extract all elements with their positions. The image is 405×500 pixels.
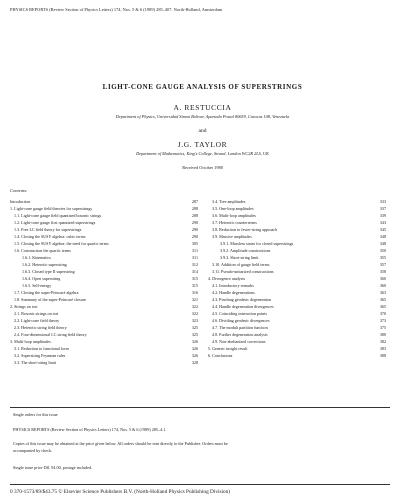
toc-entry-title: 1.6.1. Kinematics <box>22 255 51 261</box>
toc-entry-title: 1.4. Closing the SUSY algebra: cubic terms <box>14 234 86 240</box>
toc-entry <box>10 317 198 324</box>
toc-entry-title: 1.6.4. Open superstring <box>22 276 61 282</box>
toc-entry <box>208 324 386 331</box>
toc-entry-page: 287 <box>191 199 198 204</box>
toc-entry-title: 3.5. One-loop amplitudes <box>212 206 254 212</box>
toc-entry <box>10 289 198 296</box>
toc-entry-title: 4.4. Handle degeneration divergences <box>212 304 274 310</box>
toc-entry-page: 290 <box>191 227 198 233</box>
toc-entry-title: 1.6. Construction the quartic terms <box>14 248 71 254</box>
toc-entry-page: 363 <box>379 290 386 296</box>
toc-entry-title: 3.7. Heterotic counterterms <box>212 220 257 226</box>
toc-entry-title: 1.7. Closing the super-Poincaré algebra <box>14 290 79 296</box>
toc-entry-title: 3.9.2. Amplitude constructions <box>220 248 271 254</box>
toc-entry-title: 2.2. Light-cone field theory <box>14 318 60 324</box>
toc-entry <box>10 324 198 331</box>
toc-entry-page: 357 <box>379 262 386 268</box>
toc-entry <box>10 310 198 317</box>
toc-entry-page: 305 <box>191 241 198 247</box>
toc-entry <box>208 338 386 345</box>
toc-entry <box>10 261 198 268</box>
author-1: A. RESTUCCIA <box>173 103 232 112</box>
toc-entry <box>208 296 386 303</box>
toc-entry-title: 3.6. Multi-loop amplitudes <box>212 213 256 219</box>
toc-entry <box>10 359 198 366</box>
toc-entry-title: 4.5. Coinciding interaction points <box>212 311 267 317</box>
toc-entry-page: 315 <box>191 276 198 282</box>
order-price: Single issue price Dfl. 94.00, postage included. <box>13 465 93 470</box>
toc-entry-page: 358 <box>379 269 386 275</box>
toc-entry-title: 3.1. Reduction to functional form <box>14 346 69 352</box>
author-2: J.G. TAYLOR <box>177 140 228 149</box>
toc-entry <box>208 212 386 219</box>
toc-entry <box>208 289 386 296</box>
toc-entry-title: 1.1. Light-cone gauge field quantized bosonic strings <box>14 213 102 219</box>
toc-entry-title: 6. Conclusions <box>208 353 233 359</box>
toc-entry <box>208 331 386 338</box>
toc-entry <box>10 268 198 275</box>
toc-entry-title: 1.3. Free LC field theory for superstrings <box>14 227 82 233</box>
toc-entry-title: 2.1. Bosonic strings on tori <box>14 311 59 317</box>
toc-entry-title: 3.8. Reduction to fewer-string approach <box>212 227 278 233</box>
toc-entry <box>208 205 386 212</box>
toc-right-column <box>208 198 386 359</box>
toc-entry <box>208 254 386 261</box>
order-citation: PHYSICS REPORTS (Review Section of Physics Letters) 174, Nos. 5 & 6 (1989) 285–4.1. <box>13 427 167 432</box>
toc-entry-page: 288 <box>191 206 198 212</box>
toc-entry <box>10 233 198 240</box>
toc-entry-page: 326 <box>191 346 198 352</box>
toc-entry-page: 312 <box>191 262 198 268</box>
toc-entry-page: 370 <box>379 311 386 317</box>
toc-entry <box>10 345 198 352</box>
toc-entry-title: 4.9. Non-abelianized corrections <box>212 339 266 345</box>
toc-entry-title: 4.8. Further degeneration analysis <box>212 332 268 338</box>
toc-entry <box>10 247 198 254</box>
toc-entry-title: 4.2. Handle degenerations <box>212 290 255 296</box>
toc-entry <box>208 261 386 268</box>
toc-entry-page: 333 <box>379 199 386 204</box>
toc-entry-page: 360 <box>379 283 386 289</box>
toc-entry-page: 311 <box>192 248 198 254</box>
and-separator: and <box>198 128 207 134</box>
toc-entry-page: 373 <box>379 318 386 324</box>
toc-entry-title: 3.4. Tree amplitudes <box>212 199 246 204</box>
toc-entry <box>10 219 198 226</box>
toc-entry <box>10 352 198 359</box>
toc-entry-page: 316 <box>191 290 198 296</box>
toc-entry-page: 348 <box>379 234 386 240</box>
toc-entry-title: 1.6.3. Closed type II superstring <box>22 269 75 275</box>
toc-entry <box>208 198 386 205</box>
toc-entry <box>208 275 386 282</box>
affiliation-1: Department of Physics, Universidad Simon Bolivar, Apartado Postal 80659, Caracas 108, Venezuela <box>115 114 290 119</box>
order-instructions-cont: accompanied by check. <box>13 448 53 453</box>
toc-entry-title: 2.3. Heterotic string field theory <box>14 325 67 331</box>
toc-entry-page: 323 <box>191 318 198 324</box>
toc-entry-page: 311 <box>192 255 198 261</box>
toc-entry-title: 1.2. Light-cone gauge first quantized superstrings <box>14 220 96 226</box>
toc-entry-title: 3.9.3. Short-string limit <box>220 255 259 261</box>
toc-entry <box>10 254 198 261</box>
toc-entry-page: 360 <box>379 276 386 282</box>
toc-entry <box>208 317 386 324</box>
toc-entry-page: 382 <box>379 339 386 345</box>
toc-entry <box>208 352 386 359</box>
toc-entry-page: 325 <box>191 325 198 331</box>
toc-entry-page: 326 <box>191 339 198 345</box>
toc-entry-page: 345 <box>379 227 386 233</box>
toc-entry-page: 290 <box>191 220 198 226</box>
toc-entry-page: 348 <box>379 241 386 247</box>
toc-entry-page: 365 <box>379 297 386 303</box>
toc-entry <box>208 345 386 352</box>
journal-citation: PHYSICS REPORTS (Review Section of Physics Letters) 174, Nos. 5 & 6 (1989) 285–407. North-Holland, Amsterdam <box>10 7 223 12</box>
toc-entry <box>10 198 198 205</box>
toc-entry-page: 337 <box>379 206 386 212</box>
received-date: Received October 1988 <box>182 165 223 170</box>
toc-entry <box>10 240 198 247</box>
toc-entry-page: 355 <box>379 255 386 261</box>
toc-entry-page: 326 <box>191 353 198 359</box>
copyright-footer: 0 370-1573/89/$43.75 © Elsevier Science Publishers B.V. (North-Holland Physics Publishing Division) <box>10 489 231 495</box>
toc-entry-page: 314 <box>191 269 198 275</box>
toc-entry-title: 1.8. Summary of the super-Poincaré closure <box>14 297 86 303</box>
toc-entry <box>10 275 198 282</box>
toc-entry <box>208 247 386 254</box>
paper-title: LIGHT-CONE GAUGE ANALYSIS OF SUPERSTRINGS <box>102 83 303 91</box>
toc-entry-page: 343 <box>379 220 386 226</box>
toc-entry-title: 3.11. Pseudo-unitarized constructions <box>212 269 274 275</box>
toc-entry-page: 288 <box>191 213 198 219</box>
toc-entry <box>10 212 198 219</box>
toc-entry-title: 5. Generic insight result <box>208 346 248 352</box>
toc-entry-title: 3.9.1. Massless states for closed superstrings <box>220 241 294 247</box>
toc-entry-title: 4.7. The moduli partition function <box>212 325 268 331</box>
toc-entry-title: 2.4. Four-dimensional LC string field theory <box>14 332 87 338</box>
toc-entry <box>10 303 198 310</box>
toc-entry-title: 3.3. The short-string limit <box>14 360 57 366</box>
toc-entry-page: 322 <box>191 304 198 310</box>
toc-entry-title: 1.6.5. Self-energy <box>22 283 52 289</box>
toc-entry-page: 375 <box>379 325 386 331</box>
toc-entry <box>208 219 386 226</box>
toc-entry <box>10 205 198 212</box>
toc-entry <box>10 282 198 289</box>
toc-entry-title: 4. Divergence analysis <box>208 276 246 282</box>
toc-entry-title: 4.1. Introductory remarks <box>212 283 254 289</box>
order-heading: Single orders for this issue <box>13 412 58 417</box>
toc-entry-page: 321 <box>191 297 198 303</box>
toc-left-column <box>10 198 198 366</box>
toc-entry-page: 328 <box>191 360 198 366</box>
toc-entry-title: 3.10. Addition of gauge field terms <box>212 262 270 268</box>
contents-heading: Contents: <box>10 188 28 193</box>
toc-entry-page: 380 <box>379 332 386 338</box>
toc-entry-title: 1.5. Closing the SUSY algebra: the need for quartic terms <box>14 241 109 247</box>
toc-entry-title: 4.3. Pinching geodesic degeneration <box>212 297 272 303</box>
toc-entry-title: 2. Strings on tori <box>10 304 38 310</box>
toc-entry-title: 3.9. Massive amplitudes <box>212 234 252 240</box>
toc-entry-page: 383 <box>379 346 386 352</box>
toc-entry-page: 290 <box>191 234 198 240</box>
toc-entry-page: 339 <box>379 213 386 219</box>
toc-entry <box>208 226 386 233</box>
toc-entry-title: 1.6.2. Heterotic superstring <box>22 262 67 268</box>
toc-entry <box>208 282 386 289</box>
toc-entry <box>10 338 198 345</box>
toc-entry-title: 3. Multi-loop amplitudes <box>10 339 51 345</box>
toc-entry <box>208 233 386 240</box>
toc-entry-page: 388 <box>379 353 386 359</box>
toc-entry-title: 1. Light-cone gauge field theories for superstrings <box>10 206 92 212</box>
toc-entry-page: 315 <box>191 283 198 289</box>
toc-entry <box>208 240 386 247</box>
toc-entry <box>208 268 386 275</box>
toc-entry <box>10 296 198 303</box>
toc-entry <box>208 310 386 317</box>
toc-entry-title: 3.2. Superstring Feynman rules <box>14 353 66 359</box>
toc-entry-page: 365 <box>379 304 386 310</box>
order-info-box <box>10 407 390 485</box>
affiliation-2: Department of Mathematics, King's College, Strand, London WC2R 2LS, UK <box>136 151 269 156</box>
toc-entry-page: 350 <box>379 248 386 254</box>
toc-entry-title: Introduction <box>10 199 31 204</box>
toc-entry-title: 4.6. Dividing geodesic divergences <box>212 318 270 324</box>
toc-entry <box>10 226 198 233</box>
order-instructions: Copies of this issue may be obtained at the price given below. All orders should be sent directly to the Publisher. Orders must be <box>13 441 228 446</box>
toc-entry-page: 322 <box>191 311 198 317</box>
toc-entry-page: 325 <box>191 332 198 338</box>
toc-entry <box>10 331 198 338</box>
toc-entry <box>208 303 386 310</box>
